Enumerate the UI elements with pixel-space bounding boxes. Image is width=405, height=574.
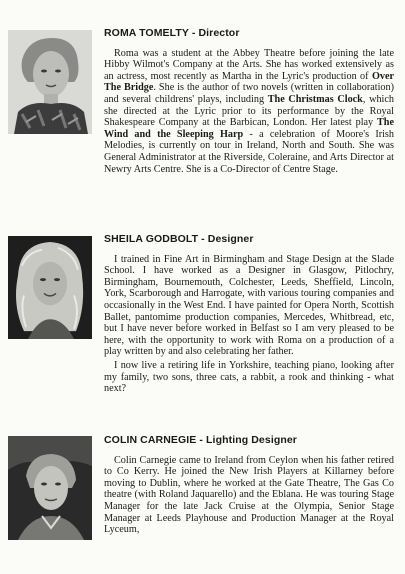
play-title-christmas-clock: The Christmas Clock (267, 93, 363, 105)
text-run: . She is the author of two novels (written in collaboration) and several childrens' plays, including (104, 82, 394, 105)
play-title-over-the-bridge: Over The Bridge (104, 70, 394, 94)
bio-text-roma (104, 28, 394, 175)
bio-heading-colin: COLIN CARNEGIE - Lighting Designer (104, 434, 297, 446)
portrait-photo-colin (8, 436, 92, 540)
text-run: Roma was a student at the Abbey Theatre before joining the late Hibby Wilmot's Company at the Arts. She has worked extensively as an actress, most recently as Martha in the Lyric's production of (104, 47, 394, 82)
bio-text-colin (104, 435, 394, 536)
text-run: - a celebration of Moore's Irish Melodies, is currently on tour in Ireland, North and South. She was General Administrator at the Riverside, Coleraine, and Arts Director at Newry Arts Centre. She is a Co-Director of Centre Stage. (104, 128, 394, 175)
bio-entry-roma-tomelty (0, 0, 405, 225)
bio-paragraph-colin: Colin Carnegie came to Ireland from Ceylon when his father retired to Co Kerry. He joined the New Irish Players at Killarney before moving to Dublin, where he worked at the Gate Theatre, The Gas Co theatre (with Roland Jaquarello) and the Eblana. He was touring Stage Manager for the late Jack Cruise at the Olympia, Senior Stage Manager at Leeds Playhouse and Production Manager at the Royal Lyceum, (104, 454, 394, 536)
portrait-photo-sheila (8, 236, 92, 339)
bio-entry-sheila-godbolt (0, 224, 405, 429)
bio-heading-roma: ROMA TOMELTY - Director (104, 27, 240, 39)
bio-text-sheila (104, 234, 394, 395)
text-run: , which she directed at the Lyric prior to its performance by the Royal Shakespeare Company at the Barbican, London. Her latest play (104, 93, 394, 129)
bio-paragraph-roma (104, 48, 394, 176)
bio-paragraph-sheila-2: I now live a retiring life in Yorkshire, teaching piano, looking after my family, two sons, three cats, a rabbit, a rook and thinking - what next? (104, 359, 394, 395)
bio-entry-colin-carnegie (0, 430, 405, 574)
bio-paragraph-sheila-1: I trained in Fine Art in Birmingham and Stage Design at the Slade School. I have worked as a Designer in Glasgow, Pitlochry, Birmingham, Bournemouth, Colchester, Leeds, Sheffield, Lincoln, York, Scarborough and Harrogate, with various touring companies and occasionally in the West End. I have painted for Opera North, Scottish Ballet, pantomime production companies, Mercedes, Whitbread, etc, but I have never before worked in Belfast so I am very pleased to be here, with the opportunity to work with Roma on a production of a play written by and also celebrating her father. (104, 253, 394, 358)
play-title-wind-sleeping-harp: The Wind and the Sleeping Harp (104, 117, 394, 140)
portrait-photo-roma (8, 30, 92, 134)
bio-heading-sheila: SHEILA GODBOLT - Designer (104, 233, 254, 245)
